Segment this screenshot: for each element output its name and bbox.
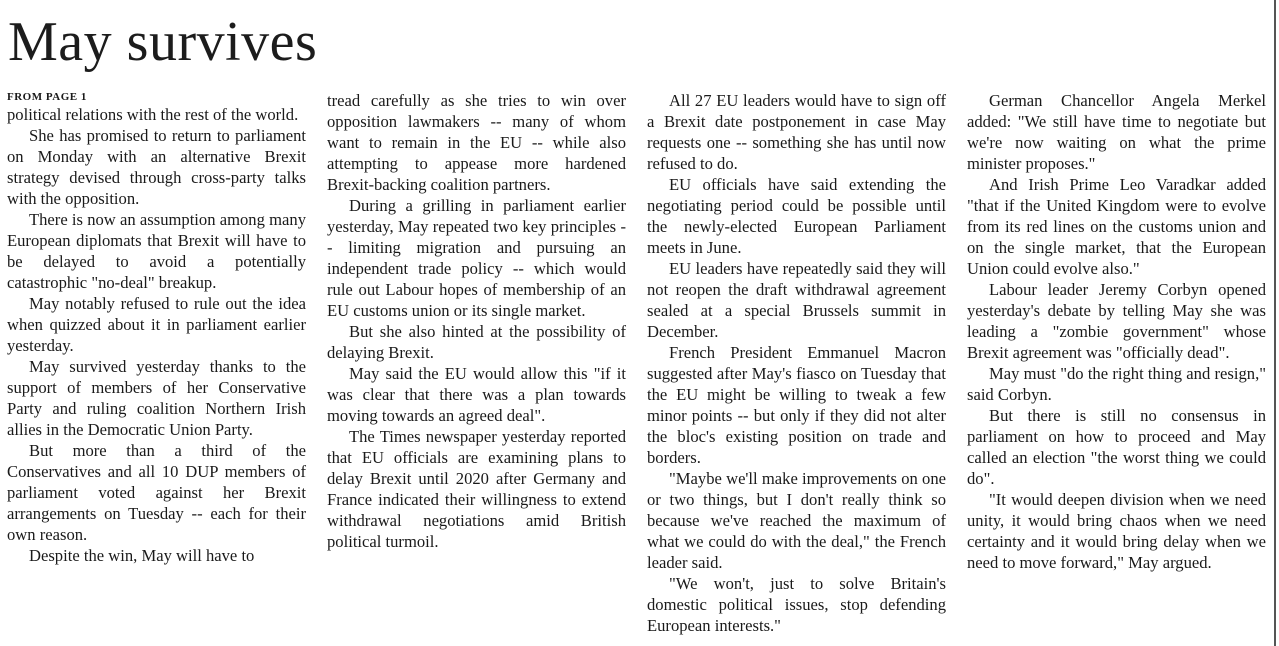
- article-paragraph: EU leaders have repeatedly said they will not reopen the draft withdrawal agreement sealed at a special Brussels summit in December.: [647, 259, 946, 341]
- article-paragraph: There is now an assumption among many European diplomats that Brexit will have to be delayed to avoid a potentially catastrophic "no-deal" breakup.: [7, 210, 306, 292]
- article-paragraph: tread carefully as she tries to win over opposition lawmakers -- many of whom want to remain in the EU -- while also attempting to appease more hardened Brexit-backing coalition partners.: [327, 91, 626, 194]
- article-paragraph: "Maybe we'll make improvements on one or two things, but I don't really think so because we've reached the maximum of what we could do with the deal," the French leader said.: [647, 469, 946, 572]
- article-paragraph: She has promised to return to parliament on Monday with an alternative Brexit strategy devised through cross-party talks with the opposition.: [7, 126, 306, 208]
- article-paragraph: French President Emmanuel Macron suggested after May's fiasco on Tuesday that the EU might be willing to tweak a few minor points -- but only if they did not alter the bloc's existing position on trade and borders.: [647, 343, 946, 467]
- continuation-kicker: FROM PAGE 1: [7, 91, 87, 103]
- article-paragraph: May must "do the right thing and resign," said Corbyn.: [967, 364, 1266, 404]
- article-paragraph: Labour leader Jeremy Corbyn opened yesterday's debate by telling May she was leading a "zombie government" whose Brexit agreement was "officially dead".: [967, 280, 1266, 362]
- article-paragraph: All 27 EU leaders would have to sign off a Brexit date postponement in case May requests one -- something she has until now refused to do.: [647, 91, 946, 173]
- article-paragraph: Despite the win, May will have to: [29, 546, 255, 565]
- article-column-4: [967, 90, 1266, 573]
- article-paragraph: German Chancellor Angela Merkel added: "We still have time to negotiate but we're now waiting on what the prime minister proposes.": [967, 91, 1266, 173]
- article-paragraph: "We won't, just to solve Britain's domestic political issues, stop defending European interests.": [647, 574, 946, 635]
- column-rule: [1274, 0, 1276, 646]
- article-paragraph: "It would deepen division when we need unity, it would bring chaos when we need certainty and it would bring delay when we need to move forward," May argued.: [967, 490, 1266, 572]
- article-paragraph: During a grilling in parliament earlier yesterday, May repeated two key principles -- limiting migration and pursuing an independent trade policy -- which would rule out Labour hopes of membership of an EU customs union or its single market.: [327, 196, 626, 320]
- article-paragraph: And Irish Prime Leo Varadkar added "that if the United Kingdom were to evolve from its red lines on the customs union and on the single market, that the European Union could evolve also.": [967, 175, 1266, 278]
- article-paragraph: But she also hinted at the possibility of delaying Brexit.: [327, 322, 626, 362]
- article-paragraph: political relations with the rest of the world.: [7, 105, 299, 124]
- article-paragraph: The Times newspaper yesterday reported that EU officials are examining plans to delay Brexit until 2020 after Germany and France indicated their willingness to extend withdrawal negotiations amid British political turmoil.: [327, 427, 626, 551]
- article-column-2: [327, 90, 626, 552]
- article-paragraph: May said the EU would allow this "if it was clear that there was a plan towards moving towards an agreed deal".: [327, 364, 626, 425]
- article-paragraph: EU officials have said extending the negotiating period could be possible until the newly-elected European Parliament meets in June.: [647, 175, 946, 257]
- article-paragraph: But there is still no consensus in parliament on how to proceed and May called an election "the worst thing we could do".: [967, 406, 1266, 488]
- article-column-1: [7, 90, 306, 566]
- article-paragraph: But more than a third of the Conservatives and all 10 DUP members of parliament voted against her Brexit arrangements on Tuesday -- each for their own reason.: [7, 441, 306, 544]
- headline: May survives: [8, 11, 318, 73]
- article-paragraph: May notably refused to rule out the idea when quizzed about it in parliament earlier yesterday.: [7, 294, 306, 355]
- article-paragraph: May survived yesterday thanks to the support of members of her Conservative Party and ruling coalition Northern Irish allies in the Democratic Union Party.: [7, 357, 306, 439]
- article-column-3: [647, 90, 946, 636]
